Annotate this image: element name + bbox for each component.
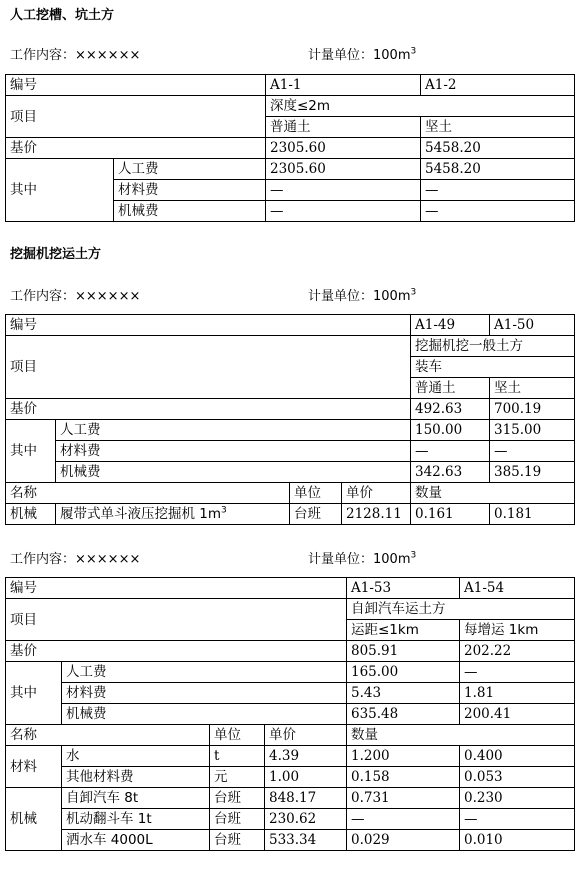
desc-line-2: 装车	[411, 357, 575, 378]
table-row	[6, 704, 575, 725]
truck-qty-2: 0.230	[460, 788, 575, 809]
work-content-label: 工作内容：××××××	[10, 289, 141, 304]
labor-label: 人工费	[114, 159, 266, 180]
table-row	[6, 75, 575, 96]
labor-1: 165.00	[347, 662, 460, 683]
table-row	[6, 746, 575, 767]
quota-table-excavator	[5, 314, 575, 525]
section-title-manual-trench: 人工挖槽、坑土方	[10, 8, 115, 23]
sprinkler-price: 533.34	[265, 830, 347, 851]
dumper-qty-2: —	[460, 809, 575, 830]
table-row	[6, 441, 575, 462]
sprinkler-name: 洒水车 4000L	[62, 830, 210, 851]
material-2: —	[490, 441, 575, 462]
price-header: 单价	[265, 725, 347, 746]
quota-table-dump-truck	[5, 577, 575, 851]
code-a1-1: A1-1	[266, 75, 421, 96]
base-price-1: 2305.60	[266, 138, 421, 159]
table-row	[6, 420, 575, 441]
machine-category: 机械	[6, 504, 56, 525]
machine-2: 385.19	[490, 462, 575, 483]
code-label: 编号	[6, 578, 347, 599]
labor-label: 人工费	[56, 420, 411, 441]
table-row	[6, 462, 575, 483]
excavator-qty-2: 0.181	[490, 504, 575, 525]
machine-label: 机械费	[62, 704, 347, 725]
labor-2: 5458.20	[421, 159, 575, 180]
labor-1: 150.00	[411, 420, 490, 441]
name-header: 名称	[6, 725, 210, 746]
base-price-1: 805.91	[347, 641, 460, 662]
table-row	[6, 662, 575, 683]
truck-unit: 台班	[210, 788, 265, 809]
material-2: —	[421, 180, 575, 201]
material-label: 材料费	[56, 441, 411, 462]
depth-header: 深度≤2m	[266, 96, 575, 117]
machine-2: 200.41	[460, 704, 575, 725]
material-1: 5.43	[347, 683, 460, 704]
table-row	[6, 504, 575, 525]
sub-extra-1km: 每增运 1km	[460, 620, 575, 641]
base-price-2: 5458.20	[421, 138, 575, 159]
of-which-label: 其中	[6, 420, 56, 483]
quota-table-manual	[5, 74, 575, 222]
table-row	[6, 830, 575, 851]
other-material-price: 1.00	[265, 767, 347, 788]
item-label: 项目	[6, 336, 411, 399]
unit-label: 计量单位：$100m^3$	[308, 287, 417, 304]
machine-1: 342.63	[411, 462, 490, 483]
table-row	[6, 315, 575, 336]
excavator-name: 履带式单斗液压挖掘机 $1m^3$	[56, 504, 290, 525]
item-label: 项目	[6, 96, 266, 138]
code-a1-53: A1-53	[347, 578, 460, 599]
labor-label: 人工费	[62, 662, 347, 683]
machine-category: 机械	[6, 788, 62, 851]
machine-1: 635.48	[347, 704, 460, 725]
price-header: 单价	[342, 483, 411, 504]
section-title-excavator: 挖掘机挖运土方	[10, 247, 102, 262]
unit-label: 计量单位：$100m^3$	[308, 46, 417, 63]
soil-hard: 坚土	[421, 117, 575, 138]
qty-header: 数量	[347, 725, 575, 746]
sprinkler-qty-1: 0.029	[347, 830, 460, 851]
table-row	[6, 159, 575, 180]
base-price-1: 492.63	[411, 399, 490, 420]
base-price-2: 700.19	[490, 399, 575, 420]
material-label: 材料费	[62, 683, 347, 704]
water-qty-1: 1.200	[347, 746, 460, 767]
base-price-label: 基价	[6, 138, 266, 159]
code-a1-54: A1-54	[460, 578, 575, 599]
soil-normal: 普通土	[411, 378, 490, 399]
code-a1-49: A1-49	[411, 315, 490, 336]
other-material-qty-1: 0.158	[347, 767, 460, 788]
dumper-unit: 台班	[210, 809, 265, 830]
material-2: 1.81	[460, 683, 575, 704]
table-row	[6, 138, 575, 159]
material-1: —	[266, 180, 421, 201]
table-row	[6, 399, 575, 420]
desc-line-1: 挖掘机挖一般土方	[411, 336, 575, 357]
table-row	[6, 683, 575, 704]
other-material-name: 其他材料费	[62, 767, 210, 788]
table-row	[6, 767, 575, 788]
water-name: 水	[62, 746, 210, 767]
table-row	[6, 96, 575, 117]
labor-1: 2305.60	[266, 159, 421, 180]
dumper-qty-1: —	[347, 809, 460, 830]
unit-label: 计量单位：$100m^3$	[308, 550, 417, 567]
code-label: 编号	[6, 315, 411, 336]
item-label: 项目	[6, 599, 347, 641]
truck-name: 自卸汽车 8t	[62, 788, 210, 809]
machine-label: 机械费	[56, 462, 411, 483]
water-unit: t	[210, 746, 265, 767]
table-row	[6, 641, 575, 662]
name-header: 名称	[6, 483, 290, 504]
base-price-label: 基价	[6, 399, 411, 420]
soil-hard: 坚土	[490, 378, 575, 399]
desc-header: 自卸汽车运土方	[347, 599, 575, 620]
other-material-qty-2: 0.053	[460, 767, 575, 788]
dumper-name: 机动翻斗车 1t	[62, 809, 210, 830]
table-row	[6, 788, 575, 809]
base-price-2: 202.22	[460, 641, 575, 662]
material-label: 材料费	[114, 180, 266, 201]
excavator-price: 2128.11	[342, 504, 411, 525]
table-row	[6, 336, 575, 357]
work-content-label: 工作内容：××××××	[10, 552, 141, 567]
sub-distance-1km: 运距≤1km	[347, 620, 460, 641]
labor-2: —	[460, 662, 575, 683]
code-a1-50: A1-50	[490, 315, 575, 336]
code-a1-2: A1-2	[421, 75, 575, 96]
table-row	[6, 599, 575, 620]
table-row	[6, 578, 575, 599]
unit-header: 单位	[210, 725, 265, 746]
sprinkler-qty-2: 0.010	[460, 830, 575, 851]
of-which-label: 其中	[6, 662, 62, 725]
work-content-label: 工作内容：××××××	[10, 48, 141, 63]
soil-normal: 普通土	[266, 117, 421, 138]
machine-1: —	[266, 201, 421, 222]
table-row	[6, 483, 575, 504]
of-which-label: 其中	[6, 159, 114, 222]
code-label: 编号	[6, 75, 266, 96]
qty-header: 数量	[411, 483, 575, 504]
water-qty-2: 0.400	[460, 746, 575, 767]
table-row	[6, 725, 575, 746]
other-material-unit: 元	[210, 767, 265, 788]
machine-label: 机械费	[114, 201, 266, 222]
sprinkler-unit: 台班	[210, 830, 265, 851]
machine-2: —	[421, 201, 575, 222]
truck-price: 848.17	[265, 788, 347, 809]
material-category: 材料	[6, 746, 62, 788]
excavator-qty-1: 0.161	[411, 504, 490, 525]
excavator-unit: 台班	[290, 504, 342, 525]
table-row	[6, 809, 575, 830]
dumper-price: 230.62	[265, 809, 347, 830]
unit-header: 单位	[290, 483, 342, 504]
truck-qty-1: 0.731	[347, 788, 460, 809]
material-1: —	[411, 441, 490, 462]
water-price: 4.39	[265, 746, 347, 767]
base-price-label: 基价	[6, 641, 347, 662]
labor-2: 315.00	[490, 420, 575, 441]
